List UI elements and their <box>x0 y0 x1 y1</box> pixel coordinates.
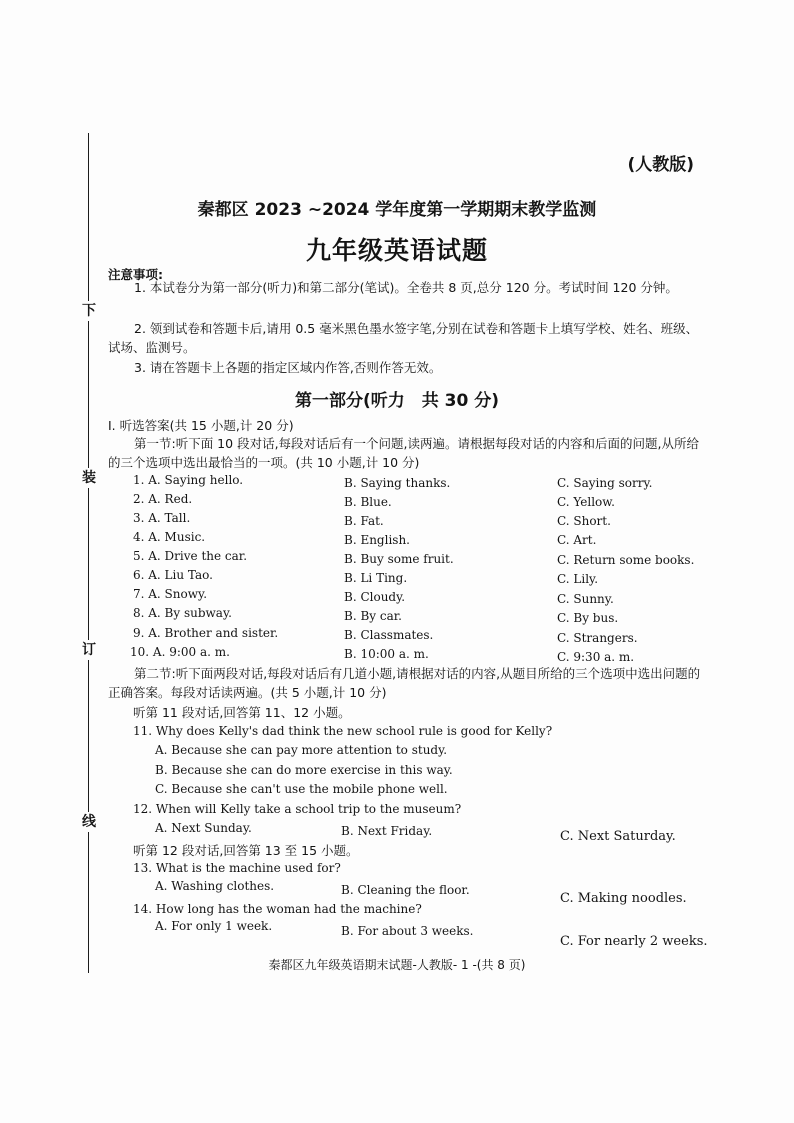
option-c: C. Strangers. <box>557 631 638 645</box>
option-b: B. Next Friday. <box>341 824 433 838</box>
binding-char-xian: 线 <box>79 812 99 832</box>
option-c: C. Yellow. <box>557 495 615 509</box>
section2-instruction: 第二节:听下面两段对话,每段对话后有几道小题,请根据对话的内容,从题目所给的三个选项中选出问题的正确答案。每段对话读两遍。(共 5 小题,计 10 分) <box>108 666 701 700</box>
edition-label: (人教版) <box>627 155 694 175</box>
option-c: C. Next Saturday. <box>560 829 676 844</box>
option-a: 6. A. Liu Tao. <box>133 568 213 582</box>
listen-instruction: 听第 11 段对话,回答第 11、12 小题。 <box>133 705 351 720</box>
option-a: 9. A. Brother and sister. <box>133 626 279 640</box>
binding-char-ding: 订 <box>79 640 99 660</box>
option-b: B. Li Ting. <box>344 571 408 585</box>
notice-item: 1. 本试卷分为第一部分(听力)和第二部分(笔试)。全卷共 8 页,总分 120 分。考试时间 120 分钟。 <box>134 280 678 295</box>
option-a: A. Next Sunday. <box>155 821 252 835</box>
option-a: 2. A. Red. <box>133 492 193 506</box>
option-b: B. Classmates. <box>344 628 434 642</box>
listen-instruction: 听第 12 段对话,回答第 13 至 15 小题。 <box>133 843 359 858</box>
section-heading: Ⅰ. 听选答案(共 15 小题,计 20 分) <box>108 418 294 433</box>
notice-heading: 注意事项: <box>108 267 163 282</box>
binding-char-xia: 下 <box>79 301 99 321</box>
binding-char-zhuang: 装 <box>79 468 99 488</box>
option-b: B. Cloudy. <box>344 590 406 604</box>
section1-instruction: 第一节:听下面 10 段对话,每段对话后有一个问题,读两遍。请根据每段对话的内容和后面的问题,从所给的三个选项中选出最恰当的一项。(共 10 小题,计 10 分) <box>108 436 699 470</box>
notice-item: 3. 请在答题卡上各题的指定区域内作答,否则作答无效。 <box>134 360 442 375</box>
option-a: 5. A. Drive the car. <box>133 549 248 563</box>
option-b: B. English. <box>344 533 410 547</box>
option-a: 4. A. Music. <box>133 530 206 544</box>
option-a: 8. A. By subway. <box>133 606 232 620</box>
option-b: B. For about 3 weeks. <box>341 924 474 938</box>
option-a: 1. A. Saying hello. <box>133 473 244 487</box>
option-b: B. Fat. <box>344 514 384 528</box>
option-b: B. Blue. <box>344 495 392 509</box>
option-b: B. By car. <box>344 609 402 623</box>
question-12: 12. When will Kelly take a school trip to the museum? <box>133 802 462 816</box>
option-c: C. By bus. <box>557 611 619 625</box>
option-b: B. Because she can do more exercise in this way. <box>155 763 453 777</box>
part-heading: 第一部分(听力 共 30 分) <box>294 391 500 411</box>
option-c: C. Saying sorry. <box>557 476 653 490</box>
question-14: 14. How long has the woman had the machine? <box>133 902 422 916</box>
option-c: C. Short. <box>557 514 611 528</box>
option-b: B. Buy some fruit. <box>344 552 454 566</box>
notice-item: 2. 领到试卷和答题卡后,请用 0.5 毫米黑色墨水签字笔,分别在试卷和答题卡上填写学校、姓名、班级、试场、监测号。 <box>108 321 699 355</box>
option-a: 3. A. Tall. <box>133 511 191 525</box>
exam-title: 秦都区 2023 ~2024 学年度第一学期期末教学监测 <box>197 200 597 220</box>
option-c: C. Because she can't use the mobile phone well. <box>155 782 448 796</box>
option-a: 10. A. 9:00 a. m. <box>130 645 230 659</box>
option-a: A. Because she can pay more attention to study. <box>155 743 448 757</box>
question-11: 11. Why does Kelly's dad think the new school rule is good for Kelly? <box>133 724 553 738</box>
option-b: B. Saying thanks. <box>344 476 451 490</box>
option-c: C. 9:30 a. m. <box>557 650 635 664</box>
option-c: C. Sunny. <box>557 592 614 606</box>
option-b: B. Cleaning the floor. <box>341 883 470 897</box>
question-13: 13. What is the machine used for? <box>133 861 341 875</box>
option-c: C. Making noodles. <box>560 891 687 906</box>
page-footer: 秦都区九年级英语期末试题-人教版- 1 -(共 8 页) <box>268 958 526 972</box>
exam-subtitle: 九年级英语试题 <box>305 236 488 265</box>
option-c: C. Art. <box>557 533 597 547</box>
option-c: C. For nearly 2 weeks. <box>560 934 708 949</box>
option-a: 7. A. Snowy. <box>133 587 208 601</box>
option-c: C. Lily. <box>557 572 599 586</box>
option-a: A. Washing clothes. <box>155 879 275 893</box>
option-b: B. 10:00 a. m. <box>344 647 429 661</box>
option-c: C. Return some books. <box>557 553 695 567</box>
option-a: A. For only 1 week. <box>155 919 273 933</box>
